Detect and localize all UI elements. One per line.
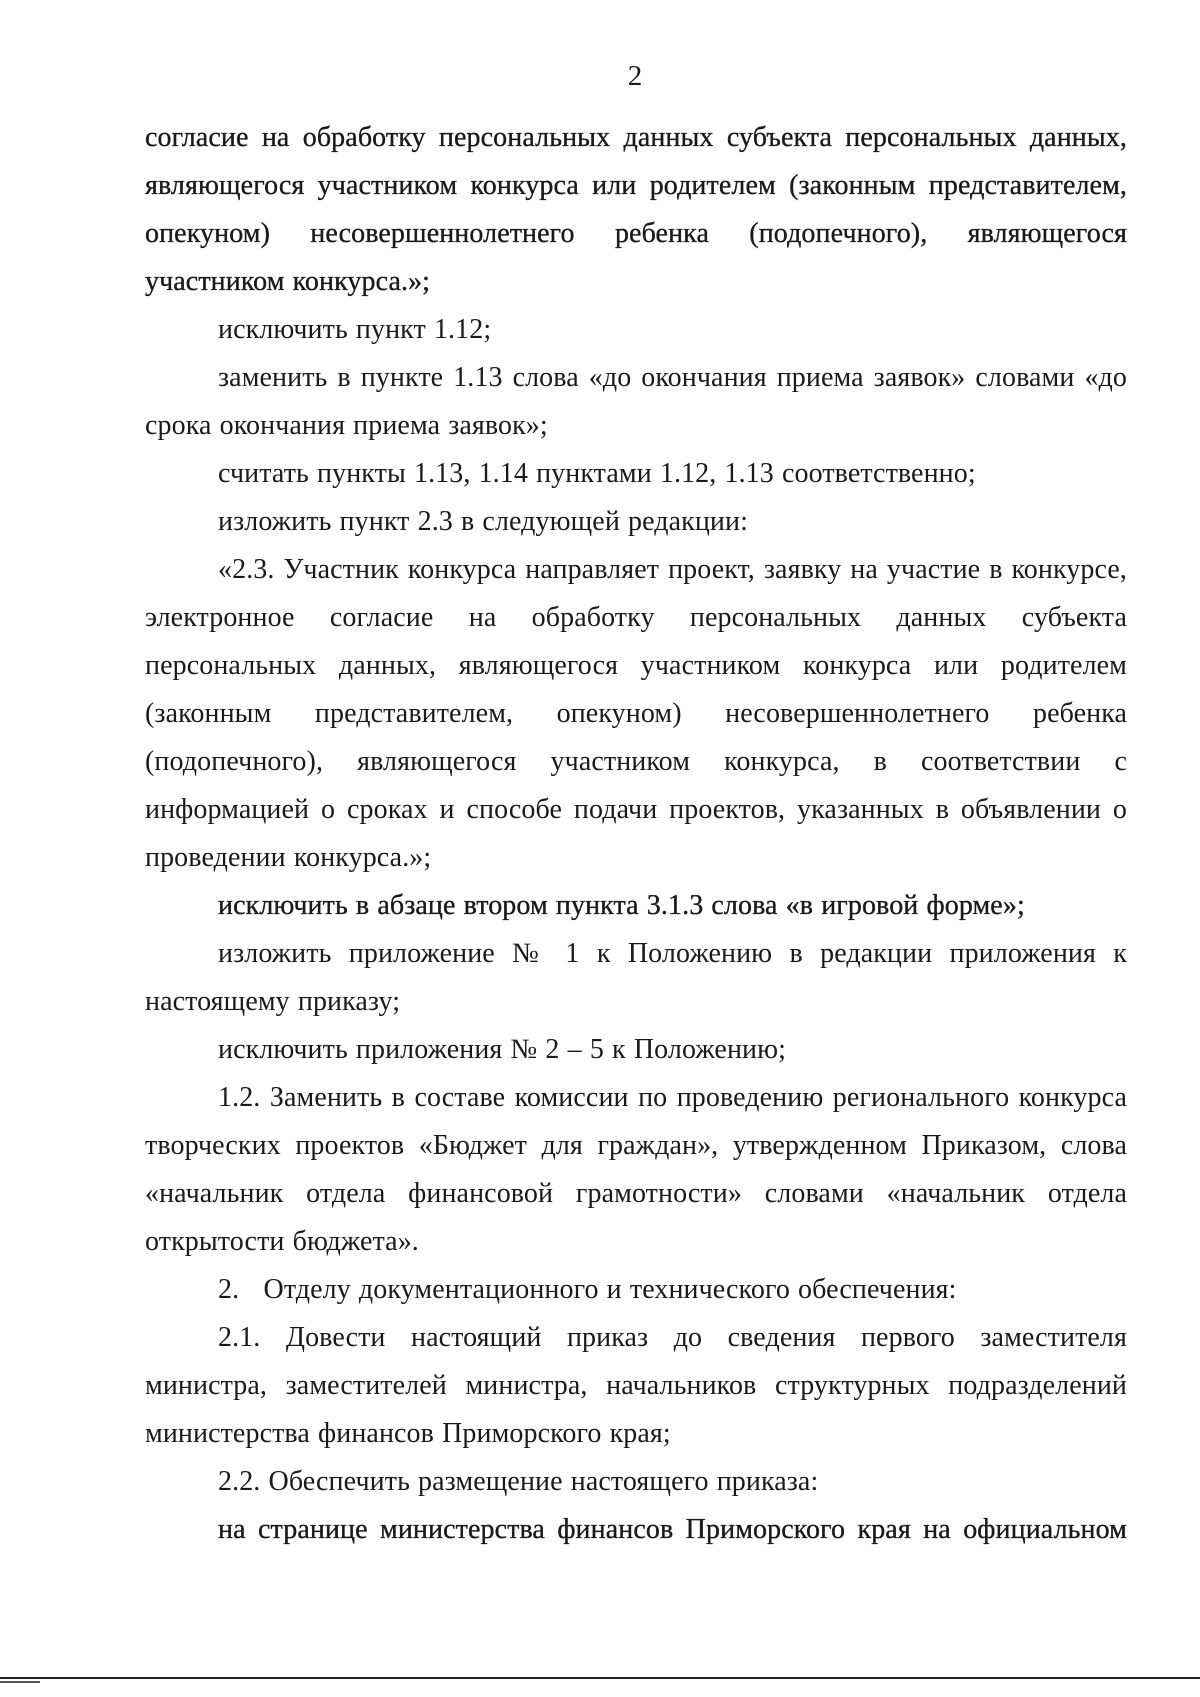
paragraph-replace-1-13: заменить в пункте 1.13 слова «до окончания приема заявок» словами «до срока окончания приема заявок»; [145,362,1127,441]
paragraph-exclude-3-1-3: исключить в абзаце втором пункта 3.1.3 слова «в игровой форме»; [218,890,1025,921]
paragraph-item-2: 2. Отделу документационного и технического обеспечения: [218,1274,957,1305]
paragraph-exclude-appendices: исключить приложения № 2 – 5 к Положению; [218,1034,787,1065]
page-bottom-rule [0,1677,1200,1679]
paragraph-restate-appendix-1: изложить приложение № 1 к Положению в редакции приложения к настоящему приказу; [145,938,1127,1017]
paragraph-renumber: считать пункты 1.13, 1.14 пунктами 1.12, 1.13 соответственно; [218,458,976,489]
paragraph-item-2-1: 2.1. Довести настоящий приказ до сведения первого заместителя министра, заместителей министра, начальников структурных подразделений министерства финансов Приморского края; [145,1322,1127,1449]
paragraph-restate-2-3: изложить пункт 2.3 в следующей редакции: [218,506,748,537]
paragraph-item-2-2: 2.2. Обеспечить размещение настоящего приказа: [218,1466,819,1497]
paragraph-item-2-3: «2.3. Участник конкурса направляет проект, заявку на участие в конкурсе, электронное согласие на обработку персональных данных субъекта персональных данных, являющегося участником конкурса или родителем (законным представителем, опекуном) несовершеннолетнего ребенка (подопечного), являющегося участником конкурса, в соответствии с информацией о сроках и способе подачи проектов, указанных в объявлении о проведении конкурса.»; [145,554,1127,873]
paragraph-consent-continuation: согласие на обработку персональных данных субъекта персональных данных, являющегося участником конкурса или родителем (законным представителем, опекуном) несовершеннолетнего ребенка (подопечного), являющегося участником конкурса.»; [145,122,1127,297]
paragraph-item-1-2: 1.2. Заменить в составе комиссии по проведению регионального конкурса творческих проектов «Бюджет для граждан», утвержденном Приказом, слова «начальник отдела финансовой грамотности» словами «начальник отдела открытости бюджета». [145,1082,1127,1257]
paragraph-publication-page: на странице министерства финансов Приморского края на официальном [218,1514,1127,1545]
page-bottom-rule-fragment [0,1681,40,1683]
document-body [145,114,1127,1554]
page-number: 2 [627,60,643,92]
paragraph-exclude-1-12: исключить пункт 1.12; [218,314,492,345]
